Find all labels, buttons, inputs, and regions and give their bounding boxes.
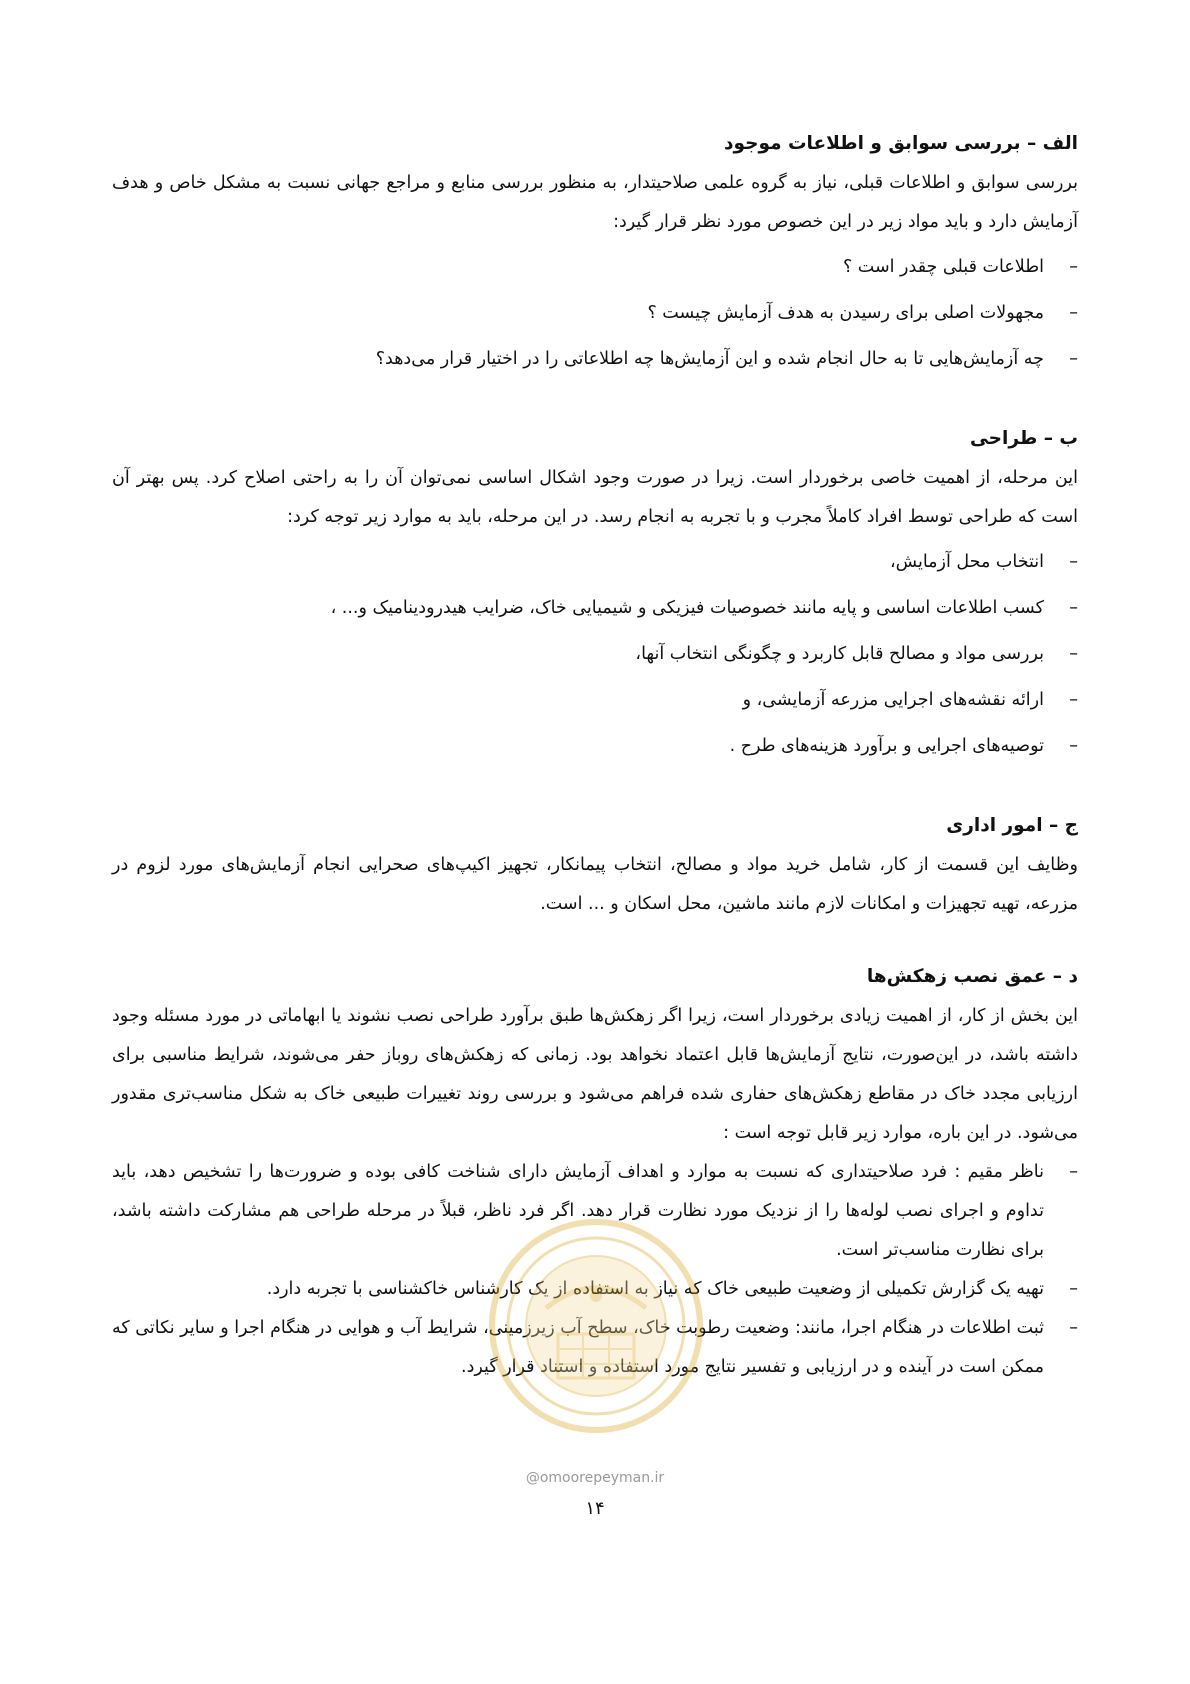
list-item: – چه آزمایش‌هایی تا به حال انجام شده و این آزمایش‌ها چه اطلاعاتی را در اختیار قرار می‌دهد؟ — [112, 340, 1044, 379]
section-c-body: وظایف این قسمت از کار، شامل خرید مواد و مصالح، انتخاب پیمانکار، تجهیز اکیپ‌های صحرایی انجام آزمایش‌های مورد لزوم در مزرعه، تهیه تجهیزات و امکانات لازم مانند ماشین، محل اسکان و ... است. — [112, 855, 1078, 914]
list-item: – بررسی مواد و مصالح قابل کاربرد و چگونگی انتخاب آنها، — [112, 635, 1044, 674]
section-a-body: بررسی سوابق و اطلاعات قبلی، نیاز به گروه علمی صلاحیتدار، به منظور بررسی منابع و مراجع جهانی نسبت به مشکل خاص و هدف آزمایش دارد و باید مواد زیر در این خصوص مورد نظر قرار گیرد: — [112, 173, 1078, 232]
list-item: – اطلاعات قبلی چقدر است ؟ — [112, 248, 1044, 287]
section-c-heading: ج – امور اداری — [946, 815, 1078, 836]
document-page — [112, 124, 1078, 1387]
list-item: – توصیه‌های اجرایی و برآورد هزینه‌های طرح . — [112, 727, 1044, 766]
list-item: – ارائه نقشه‌های اجرایی مزرعه آزمایشی، و — [112, 681, 1044, 720]
list-item: – تهیه یک گزارش تکمیلی از وضعیت طبیعی خاک که نیاز به استفاده از یک کارشناس خاکشناسی با تجربه دارد. — [112, 1270, 1044, 1309]
section-b-heading: ب – طراحی — [969, 428, 1078, 449]
list-item: – کسب اطلاعات اساسی و پایه مانند خصوصیات فیزیکی و شیمیایی خاک، ضرایب هیدرودینامیک و... ، — [112, 589, 1044, 628]
page-number: ۱۴ — [585, 1498, 605, 1519]
section-a-list — [112, 248, 1078, 379]
list-item: – انتخاب محل آزمایش، — [112, 543, 1044, 582]
section-a-heading: الف – بررسی سوابق و اطلاعات موجود — [724, 133, 1078, 154]
section-d-heading: د – عمق نصب زهکش‌ها — [866, 966, 1078, 987]
list-item: – مجهولات اصلی برای رسیدن به هدف آزمایش چیست ؟ — [112, 294, 1044, 333]
section-d-list — [112, 1153, 1078, 1387]
section-b-body: این مرحله، از اهمیت خاصی برخوردار است. زیرا در صورت وجود اشکال اساسی نمی‌توان آن را به راحتی اصلاح کرد. پس بهتر آن است که طراحی توسط افراد کاملاً مجرب و با تجربه به انجام رسد. در این مرحله، باید به موارد زیر توجه کرد: — [112, 468, 1078, 527]
watermark-site-text: @omoorepeyman.ir — [525, 1470, 665, 1486]
list-item: – ناظر مقیم : فرد صلاحیتداری که نسبت به موارد و اهداف آزمایش دارای شناخت کافی بوده و ضرورت‌ها را تشخیص دهد، باید تداوم و اجرای نصب لوله‌ها را از نزدیک مورد نظارت قرار دهد. اگر فرد ناظر، قبلاً در مرحله طراحی هم مشارکت داشته باشد، برای نظارت مناسب‌تر است. — [112, 1153, 1044, 1270]
section-d-body: این بخش از کار، از اهمیت زیادی برخوردار است، زیرا اگر زهکش‌ها طبق برآورد طراحی نصب نشوند یا ابهاماتی در مورد مسئله وجود داشته باشد، در این‌صورت، نتایج آزمایش‌ها قابل اعتماد نخواهد بود. زمانی که زهکش‌های روباز حفر می‌شوند، شرایط مناسبی برای ارزیابی مجدد خاک در مقاطع زهکش‌های حفاری شده فراهم می‌شود و بررسی روند تغییرات طبیعی خاک به شکل مناسب‌تری مقدور می‌شود. در این باره، موارد زیر قابل توجه است : — [112, 1006, 1078, 1143]
section-b-list — [112, 543, 1078, 766]
list-item: – ثبت اطلاعات در هنگام اجرا، مانند: وضعیت رطوبت خاک، سطح آب زیرزمینی، شرایط آب و هوایی در هنگام اجرا و سایر نکاتی که ممکن است در آینده و در ارزیابی و تفسیر نتایج مورد استفاده و استناد قرار گیرد. — [112, 1309, 1044, 1387]
